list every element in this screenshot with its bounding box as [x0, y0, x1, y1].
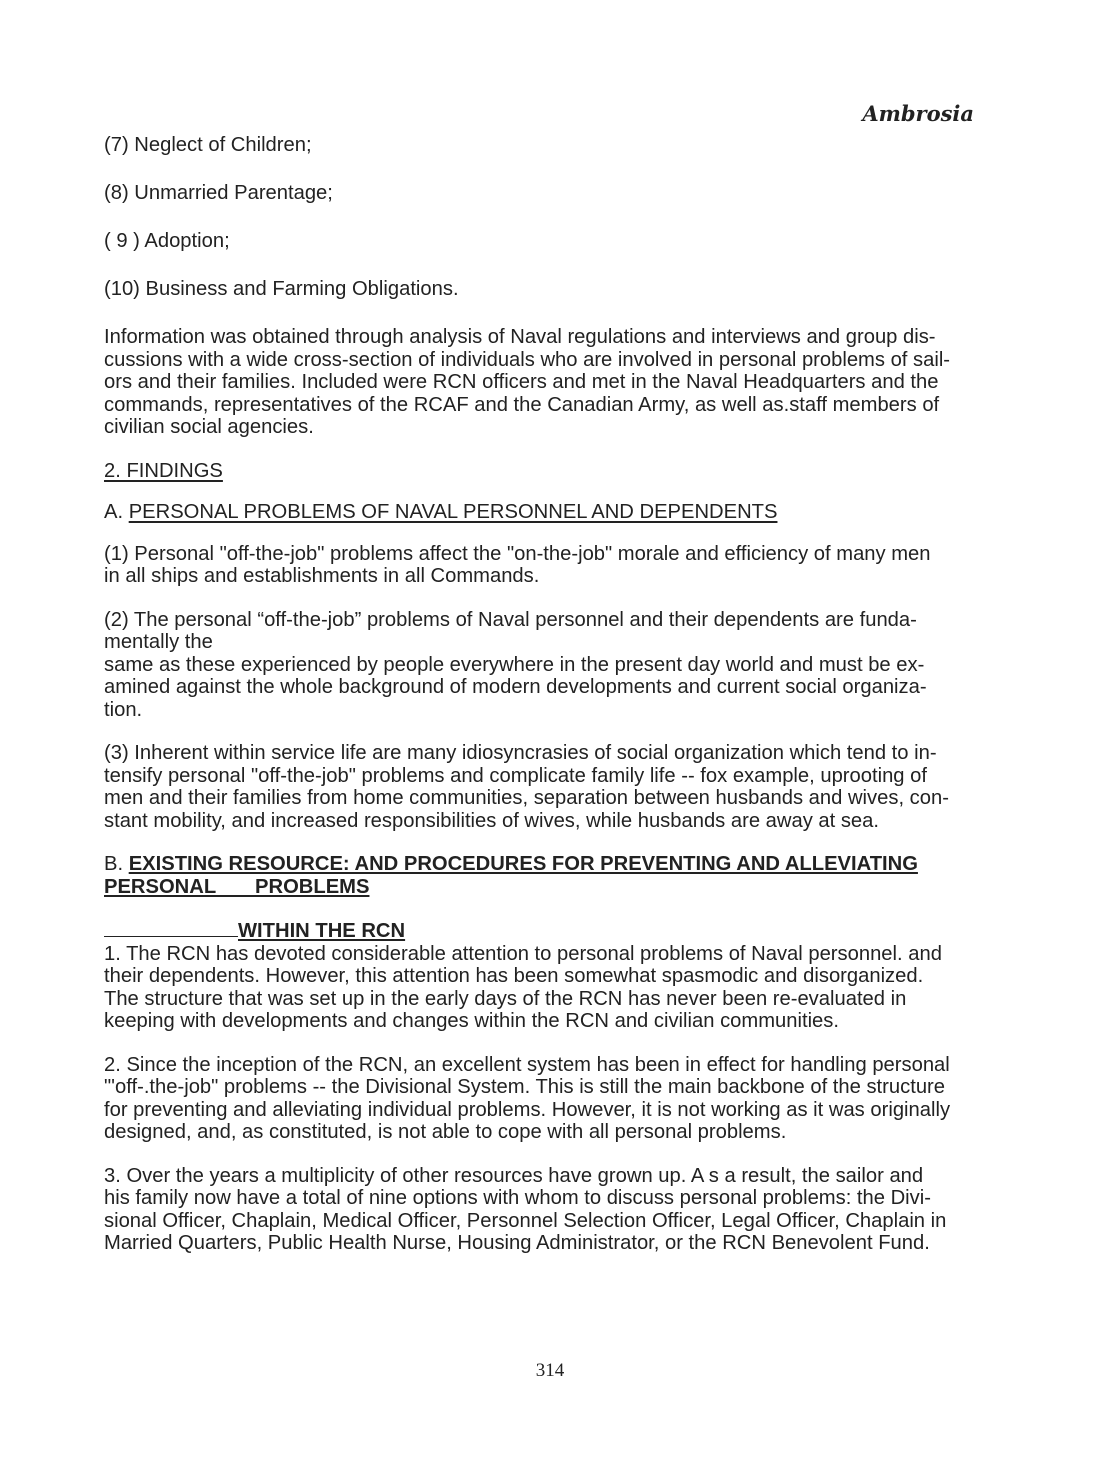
- text-line: Married Quarters, Public Health Nurse, Housing Administrator, or the RCN Benevolent Fund.: [104, 1232, 930, 1254]
- text-line: amined against the whole background of modern developments and current social organiza-: [104, 676, 927, 698]
- section-b-prefix: B.: [104, 853, 129, 875]
- text-line: keeping with developments and changes within the RCN and civilian communities.: [104, 1010, 839, 1032]
- underline-rule: [104, 936, 238, 937]
- text-line: cussions with a wide cross-section of individuals who are involved in personal problems of sail-: [104, 348, 951, 371]
- text-line: commands, representatives of the RCAF and the Canadian Army, as well as.staff members of: [104, 393, 940, 416]
- section-b-heading: [104, 853, 974, 898]
- text-line: in all ships and establishments in all Commands.: [104, 565, 540, 587]
- text-line: sional Officer, Chaplain, Medical Officer, Personnel Selection Officer, Legal Officer, Chaplain in: [104, 1209, 947, 1232]
- list-item: (8) Unmarried Parentage;: [104, 182, 333, 204]
- section-a-paragraph: [104, 543, 974, 588]
- list-item: (7) Neglect of Children;: [104, 134, 312, 156]
- text-line: men and their families from home communities, separation between husbands and wives, con-: [104, 787, 949, 809]
- section-b-paragraph: [104, 1054, 974, 1144]
- text-line: Information was obtained through analysis of Naval regulations and interviews and group dis-: [104, 326, 936, 348]
- text-line: 3. Over the years a multiplicity of other resources have grown up. A s a result, the sailor and: [104, 1164, 924, 1187]
- intro-paragraph: [104, 326, 974, 439]
- list-item: ( 9 ) Adoption;: [104, 230, 230, 252]
- text-line: for preventing and alleviating individual problems. However, it is not working as it was originally: [104, 1098, 951, 1121]
- text-line: stant mobility, and increased responsibilities of wives, while husbands are away at sea.: [104, 809, 879, 832]
- text-line: tion.: [104, 698, 143, 721]
- text-line: (1) Personal "off-the-job" problems affect the "on-the-job" morale and efficiency of many men: [104, 542, 931, 565]
- section-b-title-continued: PERSONAL PROBLEMS: [104, 875, 370, 898]
- findings-heading: 2. FINDINGS: [104, 459, 223, 482]
- section-a-prefix: A.: [104, 501, 129, 523]
- list-item: (10) Business and Farming Obligations.: [104, 278, 459, 300]
- text-line: The structure that was set up in the early days of the RCN has never been re-evaluated in: [104, 987, 907, 1010]
- section-b-subtitle-line: [104, 920, 974, 943]
- text-line: his family now have a total of nine options with whom to discuss personal problems: the Divi-: [104, 1187, 931, 1209]
- section-b-title: EXISTING RESOURCE: AND PROCEDURES FOR PREVENTING AND ALLEVIATING: [128, 853, 918, 875]
- section-a-heading: [104, 501, 974, 524]
- section-b-paragraph: [104, 943, 974, 1033]
- text-line: (2) The personal “off-the-job” problems of Naval personnel and their dependents are funda-: [104, 608, 917, 631]
- text-line: "'off-.the-job" problems -- the Divisional System. This is still the main backbone of the structure: [104, 1076, 945, 1098]
- section-a-title: PERSONAL PROBLEMS OF NAVAL PERSONNEL AND DEPENDENTS: [128, 501, 778, 523]
- section-a-paragraph: [104, 609, 974, 722]
- section-a-paragraph: [104, 742, 974, 832]
- text-line: mentally the: [104, 631, 213, 653]
- text-line: same as these experienced by people everywhere in the present day world and must be ex-: [104, 653, 925, 676]
- document-body: [104, 134, 974, 1276]
- section-b-paragraph: [104, 1165, 974, 1255]
- text-line: designed, and, as constituted, is not able to cope with all personal problems.: [104, 1121, 787, 1143]
- text-line: ors and their families. Included were RCN officers and met in the Naval Headquarters and the: [104, 371, 939, 393]
- text-line: (3) Inherent within service life are many idiosyncrasies of social organization which tend to in-: [104, 742, 937, 764]
- text-line: civilian social agencies.: [104, 416, 314, 438]
- text-line: 2. Since the inception of the RCN, an excellent system has been in effect for handling personal: [104, 1053, 950, 1076]
- text-line: 1. The RCN has devoted considerable attention to personal problems of Naval personnel. and: [104, 942, 942, 965]
- section-b-subtitle: WITHIN THE RCN: [238, 920, 406, 942]
- text-line: tensify personal "off-the-job" problems and complicate family life -- fox example, uprooting of: [104, 764, 927, 787]
- text-line: their dependents. However, this attention has been somewhat spasmodic and disorganized.: [104, 965, 924, 987]
- page-number: 314: [535, 1360, 565, 1381]
- running-header: Ambrosia: [862, 101, 974, 126]
